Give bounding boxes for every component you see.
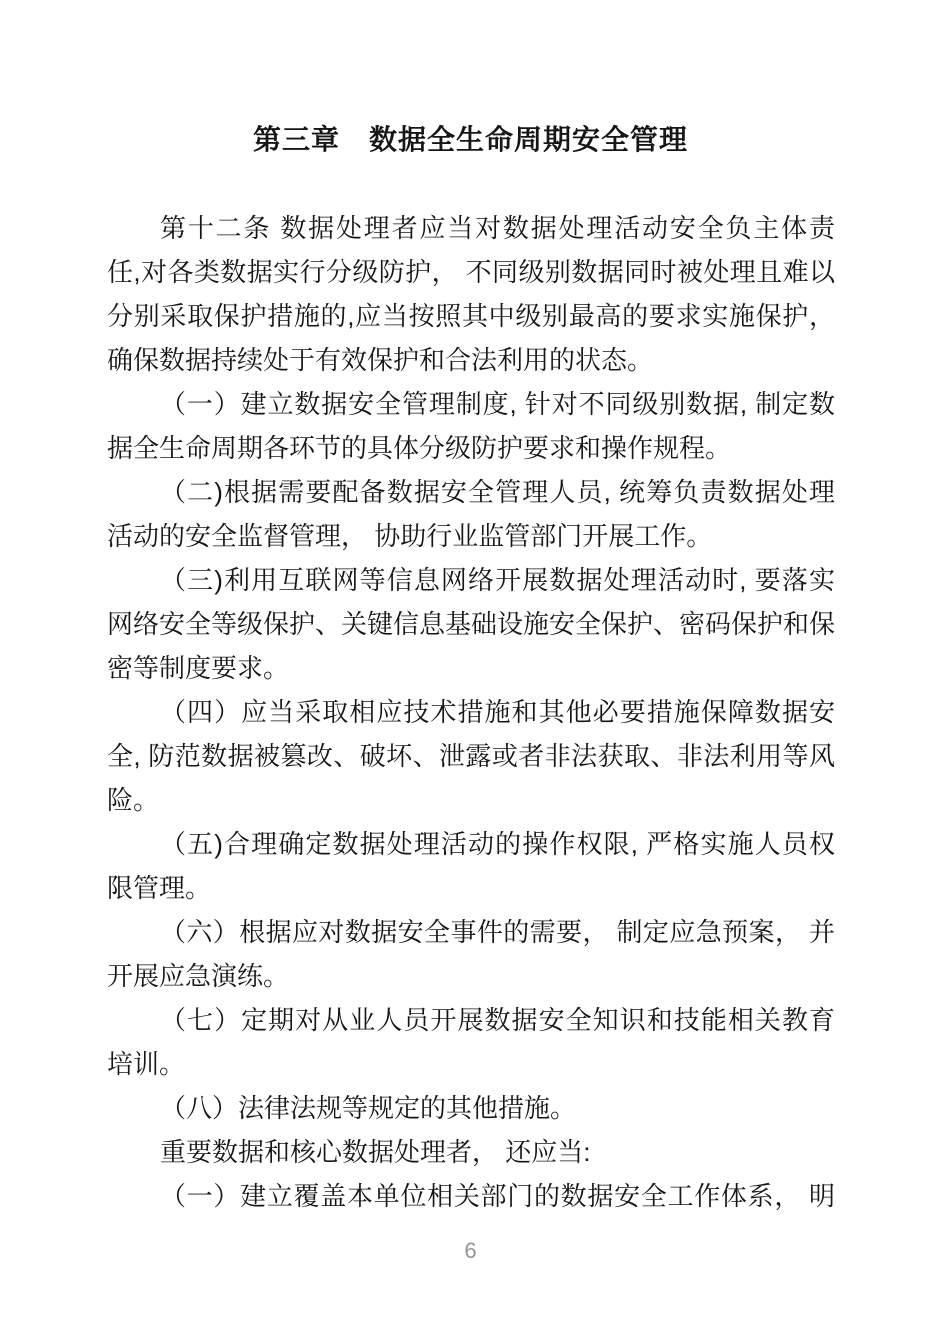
text-line: 开展应急演练。 — [107, 961, 290, 991]
text-line: 第十二条 数据处理者应当对数据处理活动安全负主体责 — [160, 213, 835, 243]
text-line: （七）定期对从业人员开展数据安全知识和技能相关教育 — [160, 1005, 835, 1035]
text-line: （四）应当采取相应技术措施和其他必要措施保障数据安 — [160, 697, 835, 727]
text-line: 险。 — [107, 785, 160, 815]
document-body — [107, 206, 835, 1218]
text-line: 活动的安全监督管理， 协助行业监管部门开展工作。 — [107, 521, 713, 551]
text-line: 网络安全等级保护、关键信息基础设施安全保护、密码保护和保 — [107, 609, 836, 639]
text-line: （一）建立数据安全管理制度, 针对不同级别数据, 制定数 — [160, 389, 835, 419]
text-line: 限管理。 — [107, 873, 212, 903]
text-line: 确保数据持续处于有效保护和合法利用的状态。 — [107, 345, 654, 375]
text-line: 分别采取保护措施的,应当按照其中级别最高的要求实施保护， — [107, 301, 835, 331]
text-line: 重要数据和核心数据处理者， 还应当: — [160, 1137, 591, 1167]
text-line: 全, 防范数据被篡改、破坏、泄露或者非法获取、非法利用等风 — [107, 741, 835, 771]
text-line: 培训。 — [107, 1049, 186, 1079]
text-line: 密等制度要求。 — [107, 653, 290, 683]
text-line: （六）根据应对数据安全事件的需要， 制定应急预案， 并 — [160, 917, 835, 947]
text-line: （二)根据需要配备数据安全管理人员, 统筹负责数据处理 — [160, 477, 835, 507]
text-line: （一）建立覆盖本单位相关部门的数据安全工作体系， 明 — [160, 1181, 835, 1211]
text-line: （八）法律法规等规定的其他措施。 — [160, 1093, 577, 1123]
chapter-title: 第三章 数据全生命周期安全管理 — [252, 124, 688, 155]
text-line: （五)合理确定数据处理活动的操作权限, 严格实施人员权 — [160, 829, 835, 859]
text-line: 任,对各类数据实行分级防护， 不同级别数据同时被处理且难以 — [107, 257, 835, 287]
text-line: （三)利用互联网等信息网络开展数据处理活动时, 要落实 — [160, 565, 835, 595]
text-line: 据全生命周期各环节的具体分级防护要求和操作规程。 — [107, 433, 732, 463]
page-number: 6 — [464, 1238, 477, 1263]
